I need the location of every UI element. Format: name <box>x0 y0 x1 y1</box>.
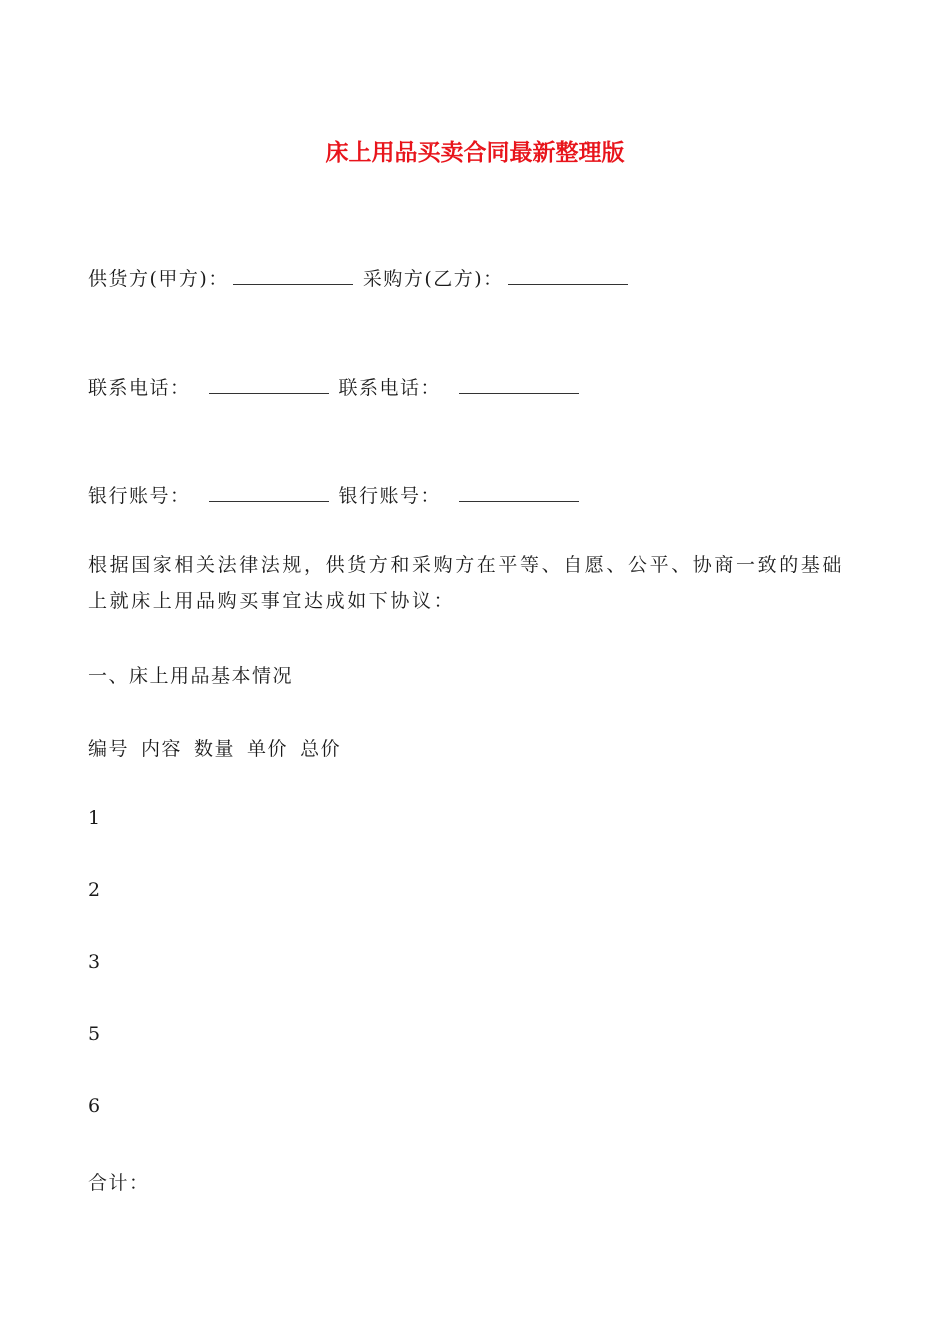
supplier-purchaser-line <box>88 264 638 291</box>
supplier-blank <box>233 265 353 285</box>
purchaser-label: 采购方(乙方)： <box>362 268 504 290</box>
header-number: 编号 <box>88 738 130 760</box>
purchaser-bank-label: 银行账号： <box>338 485 442 507</box>
purchaser-phone-blank <box>459 374 579 394</box>
table-header <box>88 734 353 761</box>
intro-paragraph: 根据国家相关法律法规，供货方和采购方在平等、自愿、公平、协商一致的基础上就床上用品购买事宜达成如下协议： <box>88 554 845 612</box>
header-quantity: 数量 <box>194 738 236 760</box>
phone-line <box>88 373 589 400</box>
bank-line <box>88 481 589 508</box>
total-label: 合计： <box>88 1172 150 1194</box>
header-unit-price: 单价 <box>247 738 289 760</box>
purchaser-phone-label: 联系电话： <box>338 377 442 399</box>
supplier-phone-label: 联系电话： <box>88 377 191 399</box>
supplier-bank-label: 银行账号： <box>88 485 191 507</box>
header-content: 内容 <box>141 738 183 760</box>
purchaser-blank <box>508 265 628 285</box>
section-heading: 一、床上用品基本情况 <box>88 665 294 687</box>
supplier-label: 供货方(甲方)： <box>88 268 229 290</box>
table-row: 5 <box>88 1023 102 1045</box>
purchaser-bank-blank <box>459 482 579 502</box>
supplier-bank-blank <box>209 482 329 502</box>
supplier-phone-blank <box>209 374 329 394</box>
table-row: 2 <box>88 879 102 901</box>
header-total-price: 总价 <box>300 738 342 760</box>
table-row: 6 <box>88 1095 102 1117</box>
table-row: 1 <box>88 807 102 829</box>
table-row: 3 <box>88 951 102 973</box>
document-title: 床上用品买卖合同最新整理版 <box>325 140 625 166</box>
